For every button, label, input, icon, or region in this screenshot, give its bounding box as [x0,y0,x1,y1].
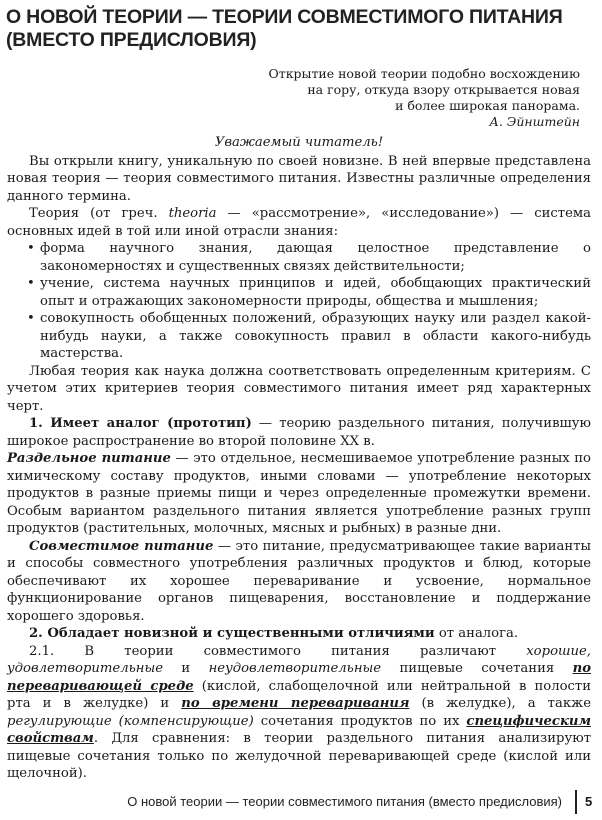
page-number: 5 [585,794,593,809]
list-item [29,310,591,363]
list-item-text: совокупность обобщенных положений, образующих науку или раздел какой-нибудь науки, а также совокупность правил в области какого-нибудь мастерства. [40,311,591,361]
section-2-heading: 2. Обладает новизной и существенными отличиями [29,626,435,641]
bullet-icon: • [27,276,35,291]
text-run: и [163,661,209,676]
running-title: О новой теории — теории совместимого питания (вместо предисловия) [127,794,562,809]
term-specific-properties: специфическим свойствам [7,713,591,746]
section-1 [7,415,591,450]
term-compatible-nutrition: Совместимое питание [29,538,214,554]
footer-divider [575,790,577,814]
greeting: Уважаемый читатель! [214,135,384,150]
term-good-satisfactory: хорошие, удовлетворительные [7,643,591,676]
epigraph-line: Открытие новой теории подобно восхождению [268,66,580,81]
page-footer [0,790,602,814]
chapter-title: О НОВОЙ ТЕОРИИ — ТЕОРИИ СОВМЕСТИМОГО ПИТАНИЯ (ВМЕСТО ПРЕДИСЛОВИЯ) [6,6,563,51]
text-run: — это питание, предусматривающее такие варианты и способы совместного употребления различных продуктов и блюд, которые обеспечивают их хорошее переваривание и усвоение, нормальное функционирование органов пищеварения, восстановление и поддержание хорошего здоровья. [7,538,591,624]
list-item [29,240,591,275]
epigraph-line: и более широкая панорама. [395,98,580,113]
list-item-text: форма научного знания, дающая целостное представление о закономерностях и существенных связях действительности; [40,241,591,274]
text-run: — теорию раздельного питания, получившую широкое распространение во второй половине XX в. [7,416,591,449]
text-run: 2.1. В теории совместимого питания различают [29,643,527,659]
paragraph-theory-definition [7,205,591,240]
term-theoria: theoria [168,206,217,221]
text-run: пищевые сочетания [381,661,573,676]
text-run: (в желудке), а также [409,696,591,711]
section-2 [7,625,591,643]
paragraph-intro: Вы открыли книгу, уникальную по своей новизне. В ней впервые представлена новая теория — теория совместимого питания. Известны различные определения данного термина. [7,153,591,204]
text-run: Теория (от греч. [29,206,169,221]
paragraph-2-1 [7,643,591,783]
definition-list [7,240,591,363]
paragraph-compatible-nutrition [7,538,591,626]
epigraph-author: А. Эйнштейн [489,114,580,129]
bullet-icon: • [27,311,35,326]
list-item [29,275,591,310]
text-run: от аналога. [434,626,519,641]
term-regulating: регулирующие (компенсирующие) [7,713,254,729]
epigraph [240,66,580,130]
term-unsatisfactory: неудовлетворительные [208,661,382,676]
text-run: сочетания продуктов по их [253,713,467,729]
text-run: — «рассмотрение», «исследование») — система основных идей в той или иной отрасли знания: [7,206,591,239]
term-digestion-time: по времени переваривания [181,696,410,711]
term-separate-nutrition: Раздельное питание [7,451,171,466]
list-item-text: учение, система научных принципов и идей, обобщающих практический опыт и отражающих закономерности природы, общества и мышления; [40,276,591,309]
paragraph-separate-nutrition [7,450,591,538]
term-digestive-medium: по переваривающей среде [7,661,591,694]
paragraph-criteria: Любая теория как наука должна соответствовать определенным критериям. С учетом этих критериев теория совместимого питания имеет ряд характерных черт. [7,363,591,414]
text-run: — это отдельное, несмешиваемое употребление разных по химическому составу продуктов, иными словами — употребление некоторых продуктов в разные приемы пищи и через определенные промежутки времени. Особым вариантом раздельного питания является употребление разных групп продуктов (растительных, молочных, мясных и рыбных) в разные дни. [7,451,591,536]
epigraph-line: на гору, откуда взору открывается новая [307,82,580,97]
section-1-heading: 1. Имеет аналог (прототип) [29,416,252,431]
text-run: (кислой, слабощелочной или нейтральной в полости рта и в желудке) и [7,678,591,711]
text-run: . Для сравнения: в теории раздельного питания анализируют пищевые сочетания только по желудочной переваривающей среде (кислой или щелочной). [7,731,591,781]
bullet-icon: • [27,241,35,256]
body-text [7,134,591,783]
